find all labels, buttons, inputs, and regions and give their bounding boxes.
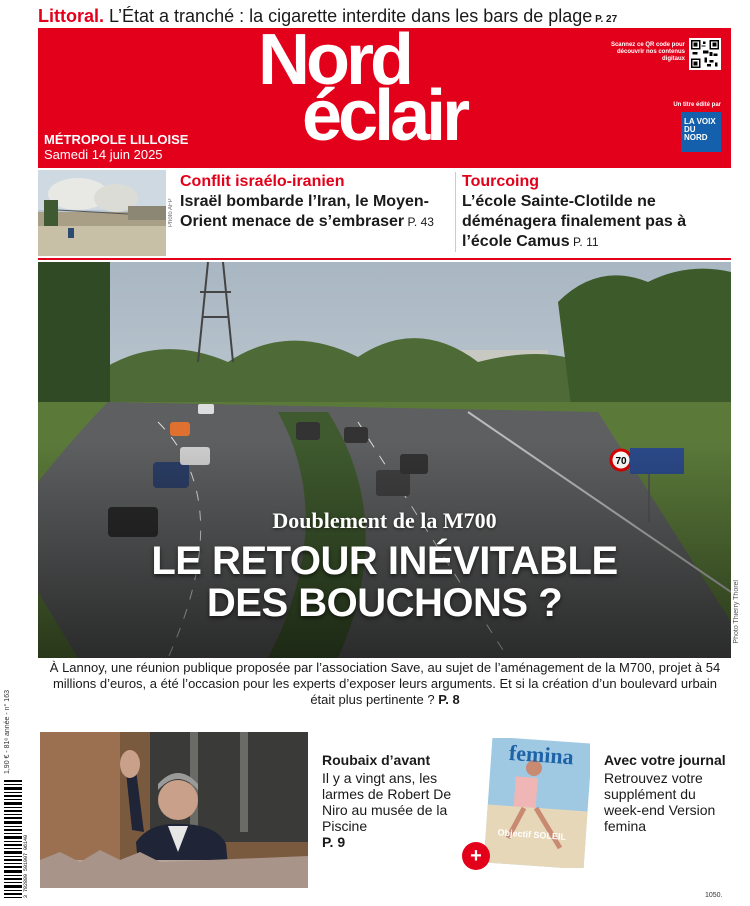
qr-caption: Scannez ce QR code pour découvrir nos contenus digitaux	[610, 42, 685, 62]
publisher-logo[interactable]: LA VOIX DU NORD	[681, 112, 721, 152]
de-niro-photo[interactable]	[40, 732, 308, 888]
top-teaser-page: P. 27	[592, 14, 618, 25]
story-tourcoing[interactable]	[462, 172, 732, 252]
top-teaser-text: L’État a tranché : la cigarette interdite dans les bars de plage	[104, 6, 593, 26]
edition-info	[44, 132, 188, 162]
plus-icon: +	[462, 842, 490, 870]
thumbnail-credit: Photo AFP	[168, 198, 174, 228]
logo-line-1: Nord	[258, 20, 410, 100]
issue-number: 1050.	[705, 892, 723, 899]
story-tourcoing-headline-text: L’école Sainte-Clotilde ne déménagera finalement pas à l’école Camus	[462, 193, 687, 250]
de-niro-page: P. 9	[322, 834, 346, 850]
main-headline[interactable]	[38, 540, 731, 624]
main-photo-credit: Photo Thierry Thorel	[733, 580, 740, 644]
iran-thumbnail[interactable]	[38, 170, 166, 256]
main-kicker: Doublement de la M700	[272, 508, 497, 533]
newspaper-logo[interactable]	[258, 20, 467, 156]
edition-name: MÉTROPOLE LILLOISE	[44, 132, 189, 147]
publisher-caption: Un titre édité par	[673, 102, 721, 108]
femina-cover[interactable]	[474, 738, 590, 868]
story-tourcoing-page: P. 11	[569, 235, 599, 249]
main-lead-page: P. 8	[434, 692, 460, 707]
qr-code-icon[interactable]	[689, 38, 721, 70]
supplement-title: Avec votre journal	[604, 752, 726, 768]
supplement-teaser[interactable]	[604, 752, 734, 834]
de-niro-teaser[interactable]	[322, 752, 452, 850]
edition-date: Samedi 14 juin 2025	[44, 147, 163, 162]
story-iran-kicker: Conflit israélo-iranien	[180, 173, 345, 190]
story-iran[interactable]	[180, 172, 450, 232]
story-tourcoing-headline	[462, 192, 732, 252]
price-line: 1,90 € - 81ᵉ année - n° 163	[4, 690, 11, 775]
main-headline-line-1: LE RETOUR INÉVITABLE	[151, 539, 618, 583]
main-lead	[40, 660, 730, 708]
main-lead-text: À Lannoy, une réunion publique proposée par l’association Save, au sujet de l’aménagement de la M700, projet à 54 millions d’euros, a été l’occasion pour les experts d’exposer leurs arguments. Et si la création d’un boulevard urbain était plus pertinente ?	[49, 660, 721, 707]
story-divider	[455, 172, 456, 252]
logo-line-2: éclair	[302, 76, 467, 156]
de-niro-title: Roubaix d’avant	[322, 752, 431, 768]
story-iran-headline-text: Israël bombarde l’Iran, le Moyen-Orient menace de s’embraser	[180, 193, 429, 230]
story-iran-headline	[180, 192, 450, 232]
main-headline-line-2: DES BOUCHONS ?	[206, 581, 563, 625]
masthead	[38, 20, 731, 168]
section-rule	[38, 258, 731, 260]
barcode	[4, 780, 30, 900]
barcode-digits: 3 782889 501907 06140	[23, 834, 29, 898]
supplement-text: Retrouvez votre supplément du week-end Version femina	[604, 770, 716, 834]
top-teaser-kicker: Littoral.	[38, 6, 104, 26]
femina-title: femina	[508, 739, 575, 770]
de-niro-text: Il y a vingt ans, les larmes de Robert De Niro au musée de la Piscine	[322, 770, 452, 834]
story-iran-page: P. 43	[404, 215, 434, 229]
femina-cover-line: Objectif SOLEIL	[497, 827, 567, 843]
story-tourcoing-kicker: Tourcoing	[462, 173, 540, 190]
